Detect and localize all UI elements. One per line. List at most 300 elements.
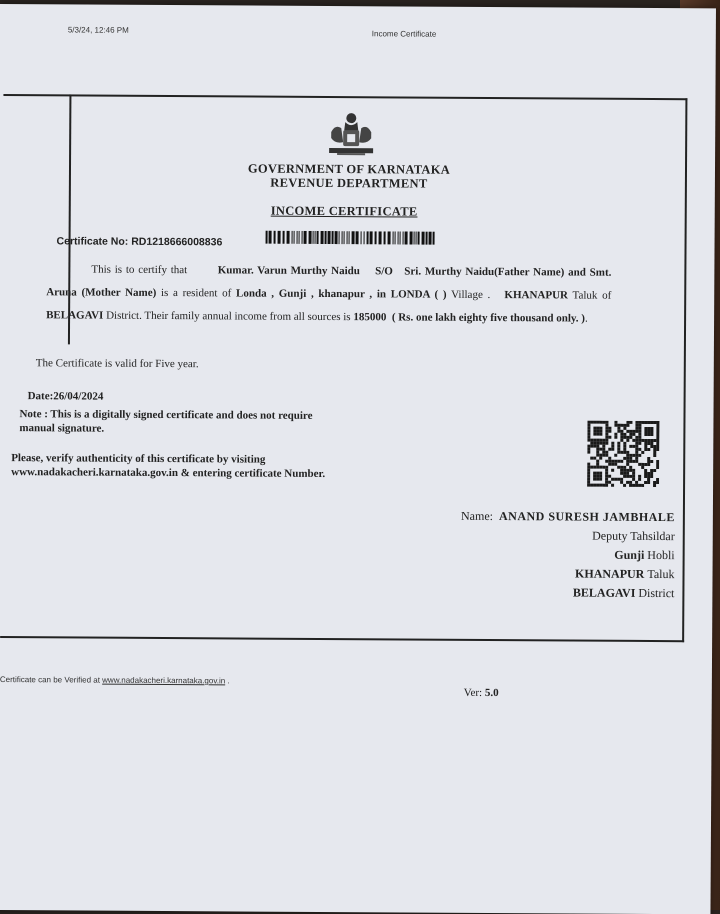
qr-module [605,472,608,475]
qr-module [599,484,602,487]
qr-module [605,421,608,424]
qr-module [638,442,641,445]
qr-module [602,445,605,448]
qr-module [605,430,608,433]
qr-module [596,433,599,436]
qr-module [626,421,629,424]
qr-module [644,481,647,484]
qr-module [635,442,638,445]
taluk-label: Taluk [647,566,675,582]
qr-module [626,424,629,427]
department-name: REVENUE DEPARTMENT [270,175,428,191]
qr-module [614,463,617,466]
qr-module [656,430,659,433]
qr-module [656,433,659,436]
qr-module [623,427,626,430]
qr-module [647,430,650,433]
qr-module [590,466,593,469]
qr-module [596,421,599,424]
qr-module [629,445,632,448]
barcode-bar [297,231,298,244]
father-name: Sri. Murthy Naidu(Father Name) [404,265,565,279]
qr-module [605,481,608,484]
qr-module [587,472,590,475]
qr-module [596,478,599,481]
qr-module [623,448,626,451]
qr-module [593,478,596,481]
barcode-bar [352,231,355,244]
qr-module [599,427,602,430]
qr-module [590,445,593,448]
signatory-taluk [416,564,674,585]
qr-module [617,448,620,451]
verification-link[interactable]: www.nadakacheri.karnataka.gov.in [102,675,226,686]
qr-module [599,430,602,433]
qr-module [641,439,644,442]
taluk-name: KHANAPUR [504,289,569,302]
qr-module [638,454,641,457]
qr-module [626,430,629,433]
relation: S/O [375,265,393,278]
qr-module [629,466,632,469]
applicant-name: Kumar. Varun Murthy Naidu [217,264,360,278]
qr-module [605,436,608,439]
qr-module [623,466,626,469]
qr-module [653,481,656,484]
qr-module [635,484,638,487]
qr-module [590,442,593,445]
barcode-bar [332,231,334,244]
qr-module [656,478,659,481]
qr-module [629,457,632,460]
qr-module [644,469,647,472]
qr-module [587,421,590,424]
qr-module [587,484,590,487]
qr-module [608,448,611,451]
qr-module [647,481,650,484]
qr-module [608,481,611,484]
qr-module [656,442,659,445]
qr-module [650,469,653,472]
barcode-bar [294,231,295,244]
qr-module [608,463,611,466]
barcode-bar [370,231,373,244]
government-name: GOVERNMENT OF KARNATAKA [247,161,451,177]
qr-module [638,478,641,481]
qr-module [635,445,638,448]
qr-module [629,481,632,484]
qr-module [614,460,617,463]
qr-module [608,436,611,439]
issue-date: Date:26/04/2024 [27,390,104,403]
qr-module [617,451,620,454]
qr-module [632,454,635,457]
barcode-bar [328,231,331,244]
qr-module [599,454,602,457]
qr-module [620,460,623,463]
qr-module [605,427,608,430]
qr-module [629,436,632,439]
qr-module [650,439,653,442]
qr-module [605,484,608,487]
qr-module [614,454,617,457]
qr-module [596,463,599,466]
qr-module [593,439,596,442]
qr-module [620,436,623,439]
qr-module [641,484,644,487]
qr-module [647,433,650,436]
qr-module [617,478,620,481]
qr-module [632,445,635,448]
barcode-bar [414,232,415,245]
qr-module [599,478,602,481]
qr-module [590,421,593,424]
qr-module [587,451,590,454]
barcode-bar [410,232,413,245]
barcode-bar [302,231,303,244]
hobli-name: Gunji [614,547,645,562]
qr-module [602,484,605,487]
qr-module [629,454,632,457]
qr-module [611,442,614,445]
qr-module [587,433,590,436]
qr-module [623,457,626,460]
qr-module [638,484,641,487]
qr-module [635,430,638,433]
qr-module [653,484,656,487]
qr-module [608,457,611,460]
qr-module [617,427,620,430]
qr-module [656,445,659,448]
qr-module [623,475,626,478]
qr-module [611,484,614,487]
resident-text: is a resident of [160,286,232,300]
qr-module [614,478,617,481]
qr-module [632,478,635,481]
qr-module [611,478,614,481]
version-label: Ver: [463,686,483,699]
qr-module [587,463,590,466]
qr-module [635,451,638,454]
qr-module [644,433,647,436]
barcode-bar [339,231,340,244]
qr-module [596,454,599,457]
qr-module [629,430,632,433]
qr-module [587,445,590,448]
qr-module [635,454,638,457]
qr-module [626,451,629,454]
barcode-bar [266,231,268,244]
qr-module [653,469,656,472]
verification-instructions: Please, verify authenticity of this certificate by visiting www.nadakacheri.karnataka.gov.in & entering certificate Number. [11,452,326,480]
qr-module [656,424,659,427]
qr-module [605,424,608,427]
signatory-name-label: Name: [460,508,494,524]
qr-module [599,475,602,478]
qr-module [638,433,641,436]
barcode-bar [283,231,285,244]
qr-module [605,478,608,481]
qr-module [647,463,650,466]
footer-verify-prefix: Certificate can be Verified at [0,675,100,685]
qr-module [638,421,641,424]
qr-module [638,427,641,430]
barcode-bar [315,231,316,244]
qr-module [620,439,623,442]
qr-module [638,448,641,451]
qr-module [623,442,626,445]
qr-module [620,466,623,469]
barcode-bar [335,231,338,244]
qr-module [644,430,647,433]
district-label: District [638,585,675,601]
qr-module [599,439,602,442]
body-intro: This is to certify that [91,263,188,277]
qr-module [620,430,623,433]
taluk-of-text: Taluk of [572,289,612,302]
qr-module [632,460,635,463]
barcode-bar [347,231,348,244]
qr-module [635,448,638,451]
qr-module [656,481,659,484]
income-amount: 185000 [353,311,387,324]
qr-module [626,436,629,439]
barcode-bar [395,231,396,244]
income-in-words: ( Rs. one lakh eighty five thousand only. ) [391,311,586,325]
qr-module [611,445,614,448]
signatory-block [416,507,675,604]
qr-module [647,439,650,442]
and-text: and [568,266,586,279]
qr-module [593,427,596,430]
barcode-bar [418,232,420,245]
qr-module [587,439,590,442]
district-name: BELAGAVI [46,309,104,322]
barcode-bar [309,231,312,244]
qr-module [638,439,641,442]
version-number: 5.0 [484,686,499,700]
qr-module [620,433,623,436]
qr-module [608,460,611,463]
qr-module [623,433,626,436]
qr-module [590,439,593,442]
barcode-bar [299,231,300,244]
qr-module [605,469,608,472]
qr-module [629,469,632,472]
barcode-bar [422,232,425,245]
qr-module [593,421,596,424]
qr-module [635,457,638,460]
qr-module [599,472,602,475]
barcode-bar [342,231,343,244]
qr-module [632,475,635,478]
qr-module [656,439,659,442]
qr-module [599,466,602,469]
qr-module [650,475,653,478]
print-page-title: Income Certificate [371,29,437,39]
certificate-body [46,258,611,330]
government-heading [199,161,499,191]
qr-module [632,439,635,442]
qr-module [587,469,590,472]
printed-page [0,4,716,914]
certificate-title: INCOME CERTIFICATE [270,203,418,219]
qr-module [596,460,599,463]
qr-module [605,475,608,478]
qr-module [647,442,650,445]
qr-module [650,430,653,433]
qr-module [650,433,653,436]
qr-module [590,457,593,460]
qr-module [611,463,614,466]
qr-code-icon [587,421,659,489]
qr-module [632,433,635,436]
qr-module [644,448,647,451]
qr-module [629,484,632,487]
qr-module [647,421,650,424]
qr-module [623,484,626,487]
qr-module [623,451,626,454]
qr-module [593,472,596,475]
version-info [464,687,499,699]
barcode-bar [384,231,386,244]
barcode-bar [367,231,369,244]
qr-module [605,442,608,445]
qr-module [617,424,620,427]
barcode-bar [287,231,290,244]
qr-module [587,448,590,451]
qr-module [620,424,623,427]
qr-module [596,472,599,475]
qr-module [641,466,644,469]
barcode-bar [426,232,428,245]
barcode-bar [292,231,293,244]
qr-module [656,421,659,424]
qr-module [608,427,611,430]
barcode-bar [403,231,404,244]
qr-module [623,436,626,439]
qr-module [656,448,659,451]
body-end: . [584,312,588,325]
qr-module [638,424,641,427]
qr-module [653,439,656,442]
qr-module [614,421,617,424]
qr-module [656,460,659,463]
qr-module [632,484,635,487]
qr-module [635,436,638,439]
qr-module [644,439,647,442]
qr-module [644,472,647,475]
qr-module [593,457,596,460]
qr-module [602,421,605,424]
qr-module [602,451,605,454]
qr-module [656,436,659,439]
qr-module [605,466,608,469]
barcode-bar [325,231,327,244]
barcode-bar [388,231,391,244]
qr-module [587,427,590,430]
qr-module [653,445,656,448]
qr-module [608,475,611,478]
qr-module [587,466,590,469]
qr-module [614,424,617,427]
qr-module [617,466,620,469]
qr-module [596,466,599,469]
qr-module [638,475,641,478]
qr-module [632,472,635,475]
village-text: Village . [451,288,491,302]
qr-module [596,445,599,448]
barcode-bar [379,231,382,244]
qr-module [638,436,641,439]
qr-module [614,433,617,436]
qr-module [635,421,638,424]
qr-module [590,484,593,487]
barcode-bar [349,231,350,244]
qr-module [626,481,629,484]
mother-name: Smt. Aruna (Mother Name) [46,266,612,299]
qr-module [617,445,620,448]
barcode-bar [278,231,281,244]
signatory-hobli [417,545,675,566]
barcode-bar [405,231,408,244]
qr-module [587,478,590,481]
barcode-icon [264,231,439,250]
place-text: Londa , Gunji , khanapur , in LONDA ( ) [235,287,447,301]
qr-module [620,478,623,481]
qr-module [647,457,650,460]
qr-module [596,442,599,445]
qr-module [587,475,590,478]
qr-module [635,460,638,463]
qr-module [605,460,608,463]
qr-module [620,481,623,484]
barcode-bar [416,232,417,245]
footer-verification [0,675,230,685]
barcode-bar [304,231,307,244]
qr-module [593,430,596,433]
barcode-bar [433,232,435,245]
qr-module [602,466,605,469]
taluk-name-sign: KHANAPUR [575,566,645,581]
qr-module [599,448,602,451]
qr-module [605,439,608,442]
qr-module [647,448,650,451]
qr-module [620,469,623,472]
qr-module [596,439,599,442]
qr-module [635,481,638,484]
qr-module [605,454,608,457]
qr-module [647,460,650,463]
qr-module [644,475,647,478]
qr-module [611,448,614,451]
footer-verify-suffix: . [227,676,230,686]
qr-module [599,457,602,460]
qr-module [587,424,590,427]
qr-module [653,448,656,451]
barcode-bar [398,231,399,244]
qr-module [611,469,614,472]
qr-module [644,427,647,430]
qr-module [626,454,629,457]
qr-module [647,478,650,481]
qr-module [620,451,623,454]
qr-module [593,433,596,436]
qr-module [602,442,605,445]
hobli-label: Hobli [647,547,675,563]
validity-statement: The Certificate is valid for Five year. [35,357,199,371]
qr-module [650,445,653,448]
